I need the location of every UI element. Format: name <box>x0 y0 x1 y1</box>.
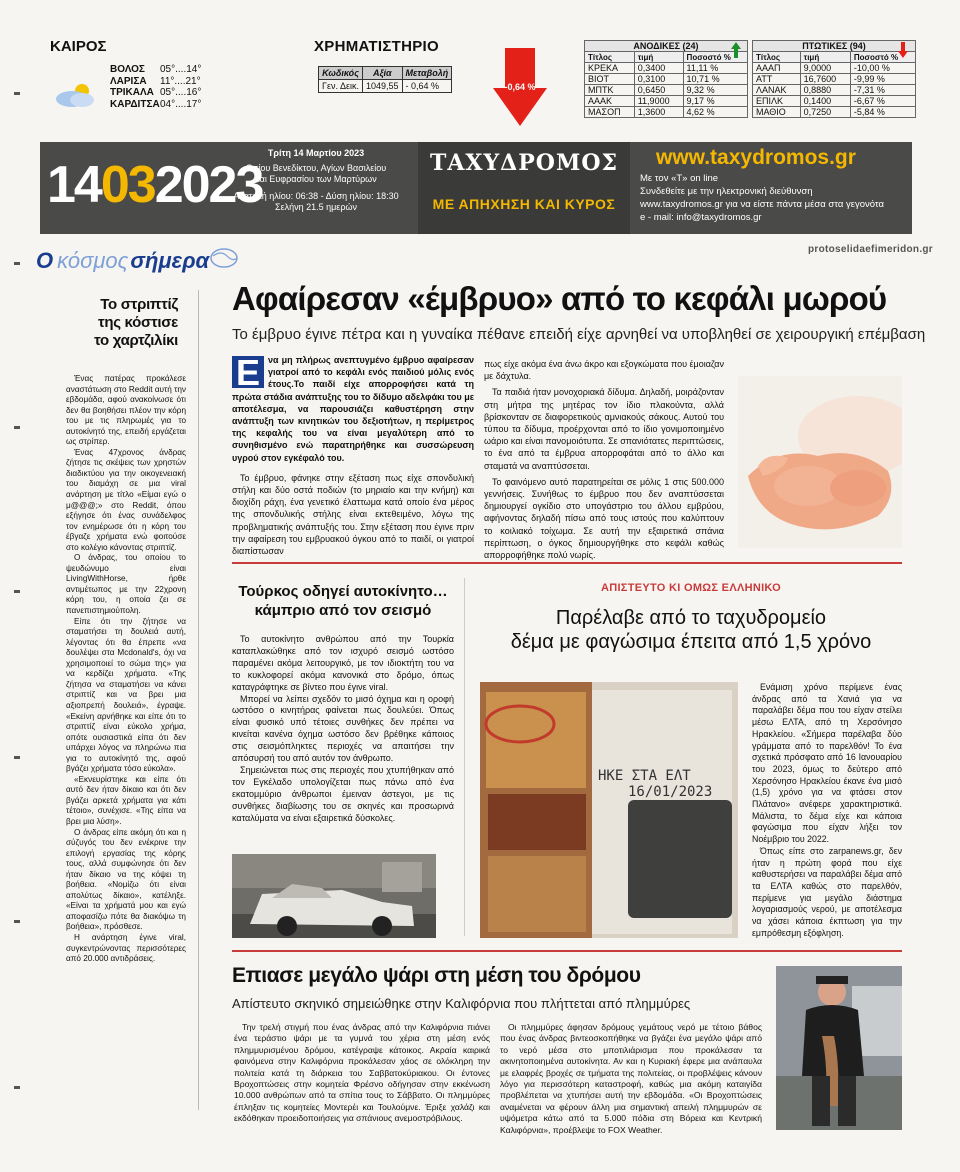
ticker: ΜΠΤΚ <box>585 85 635 96</box>
losers-table <box>752 40 916 118</box>
gainers-title: ΑΝΟΔΙΚΕΣ (24) <box>585 41 748 52</box>
title-line: Τούρκος οδηγεί αυτοκίνητο… <box>238 583 448 600</box>
weather-city: ΛΑΡΙΣΑ <box>110 75 147 87</box>
weather-temp: 04°....17° <box>160 98 202 110</box>
main-story-col1 <box>232 354 474 557</box>
ticker: ΜΑΣΟΠ <box>585 107 635 118</box>
price: 1,3600 <box>634 107 683 118</box>
drop-cap: Ε <box>232 356 264 388</box>
parcel-kicker: ΑΠΙΣΤΕΥΤΟ ΚΙ ΟΜΩΣ ΕΛΛΗΝΙΚΟ <box>600 582 782 594</box>
title-line: κάμπριο από τον σεισμό <box>254 602 432 619</box>
table-header: Τίτλος <box>753 52 801 63</box>
section-logo-kosmos: κόσμος <box>57 248 129 273</box>
paragraph: «Εκνευρίστηκε και είπε ότι αυτό δεν ήταν δίκαιο και ότι δεν βγάζει αρκετά χρήματα για κάτι τέτοιο», συνέχισε. «Της είπα να βρει μια λύση». <box>66 774 186 826</box>
weather-list <box>110 64 230 110</box>
table-header: Ποσοστό % <box>683 52 747 63</box>
price: 0,6450 <box>634 85 683 96</box>
paragraph: Η ανάρτηση έγινε viral, συγκεντρώνοντας περισσότερες από 20.000 αντιδράσεις. <box>66 932 186 964</box>
table-row <box>753 107 916 118</box>
email-line[interactable]: e - mail: info@taxydromos.gr <box>640 212 762 223</box>
weather-row <box>110 76 230 88</box>
table-header: Ποσοστό % <box>850 52 915 63</box>
arrow-up-icon <box>731 42 741 58</box>
column-divider <box>198 290 199 1110</box>
price: 16,7600 <box>800 74 850 85</box>
paragraph: Είπε ότι την ζήτησε να σταματήσει τη δουλειά αυτή, λέγοντας ότι θα έπρεπε «να δουλέψει στα Mcdonald's, όχι να χρησιμοποιεί το σώμα της» για να κερδίζει χρήματα. «Της ζήτησα να σταματήσει να κάνει στριπτίζ και να βρει μια αξιοπρεπή δουλειά», έγραψε. «Εκείνη αρνήθηκε και είπε ότι το στριπτίζ είναι εύκολο χρήμα, οπότε ουσιαστικά είπα ότι δεν υπάρχει λόγος να πληρώνω πια για το αυτοκίνητό της, αφού βγάζει χρήματα τόσο εύκολα». <box>66 616 186 774</box>
lead-paragraph <box>232 354 474 464</box>
parcel-headline <box>476 606 906 654</box>
paragraph: Οι πλημμύρες άφησαν δρόμους γεμάτους νερό με τέτοιο βάθος που ένας άνδρας βιντεοσκοπήθηκε να βγάζει ένα μεγάλο ψάρι από το νερό μέσα στο μποτιλιάρισμα που προκάλεσαν τα ακινητοποιημένα αυτοκίνητα. Αν και η Κυριακή έφερε μια ανάπαυλα με ελαφρές βροχές σε τμήματα της πολιτείας, οι προβλέψεις κάνουν λόγο για περισσότερη καταστροφή, καθώς μια ακόμη καταιγίδα προβλέπεται να χτυπήσει αυτή την εβδομάδα. «Οι Βροχοπτώσεις αναμένεται να φέρουν άλλη μια σημαντική απειλή πλημμυρών σε υψόμετρα κάτω από τα 5.000 πόδια στη Βόρεια και Κεντρική Καλιφόρνια», προέβλεψε το FOX Weather. <box>500 1022 762 1135</box>
globe-icon <box>209 246 239 268</box>
section-rule <box>232 562 902 564</box>
stamp-text: ΗΚΕ ΣΤΑ ΕΛΤ <box>598 768 691 784</box>
table-row <box>585 63 748 74</box>
paragraph: Το φαινόμενο αυτό παρατηρείται σε μόλις 1 στις 500.000 γεννήσεις. Συνήθως το έμβρυο που δεν αναπτύσσεται δημιουργεί ογκίδιο στο υπογάστριο του άλλου εμβρύου, αφήνοντας δηλαδή πίσω από τους ιστούς που καλύπτουν το κοιλιακό τοίχωμα. Σε αυτή την εξαιρετικά σπάνια περίπτωση, ο όγκος δημιουργήθηκε στο κεφάλι καθώς απορροφήθηκε πολύ νωρίς. <box>484 476 724 561</box>
margin-mark <box>14 92 20 95</box>
fish-subheadline: Απίστευτο σκηνικό σημειώθηκε στην Καλιφόρνια που πλήττεται από πλημμύρες <box>232 996 691 1011</box>
title-line: της κόστισε <box>97 314 178 331</box>
percent: -7,31 % <box>850 85 915 96</box>
paragraph: Ο άνδρας είπε ακόμη ότι και η σύζυγός του δεν ενέκρινε την επιλογή εργασίας της κόρης τους, αλλά συμφώνησε ότι δεν ήταν δίκαιο να της κόψει τη βοήθεια. «Νομίζω ότι είναι απολύτως δίκαιο», κατέληξε. «Είναι τα χρήματά μου και εγώ αποφασίζω πότε θα διακόψω τη βοήθεια», πρόσθεσε. <box>66 827 186 932</box>
stock-header: Κωδικός <box>319 67 363 80</box>
online-line: Με τον «Τ» on line <box>640 173 719 184</box>
newspaper-logo <box>418 142 630 234</box>
weekday: Τρίτη 14 Μαρτίου 2023 <box>267 148 365 158</box>
percent: 4,62 % <box>683 107 747 118</box>
online-line: www.taxydromos.gr για να είστε πάντα μέσα στα γεγονότα <box>640 199 884 210</box>
stock-cell: - 0,64 % <box>402 80 452 93</box>
price: 0,1400 <box>800 96 850 107</box>
margin-mark <box>14 756 20 759</box>
paragraph: Σημειώνεται πως στις περιοχές που χτυπήθηκαν από τον Εγκέλαδο υπολογίζεται πως πάνω από ένα εκατομμύριο άνθρωποι έμειναν άστεγοι, με τις συνθήκες διαβίωσης του σε σκηνές και προσωρινά καταλύματα να είναι εξαιρετικά δύσκολες. <box>232 764 454 823</box>
table-row <box>753 63 916 74</box>
saints-line: Οσίου Βενεδίκτου, Αγίων Βασιλείου <box>245 163 387 173</box>
ticker: ΜΑΘΙΟ <box>753 107 801 118</box>
table-row <box>585 107 748 118</box>
table-row <box>585 85 748 96</box>
table-header: Τίτλος <box>585 52 635 63</box>
newspaper-slogan: ΜΕ ΑΠΗΧΗΣΗ ΚΑΙ ΚΥΡΟΣ <box>432 196 616 212</box>
table-row <box>585 96 748 107</box>
section-rule <box>232 950 902 952</box>
stock-title: ΧΡΗΜΑΤΙΣΤΗΡΙΟ <box>314 38 439 55</box>
price: 0,7250 <box>800 107 850 118</box>
percent: -6,67 % <box>850 96 915 107</box>
date-day: 14 <box>47 156 101 214</box>
saints-line: και Ευφρασίου των Μαρτύρων <box>255 174 377 184</box>
column-divider <box>464 578 465 936</box>
price: 0,8880 <box>800 85 850 96</box>
masthead-info <box>222 148 410 213</box>
table-row <box>753 85 916 96</box>
ticker: ΛΑΝΑΚ <box>753 85 801 96</box>
paragraph: Ένας πατέρας προκάλεσε αναστάτωση στο Reddit αυτή την εβδομάδα, αφού ανακοίνωσε ότι δεν θα βοηθήσει πλέον την κόρη του με τις πληρωμές για το αυτοκίνητό της, επειδή εργάζεται ως στρίπερ. <box>66 374 186 447</box>
gainers-table <box>584 40 748 118</box>
price: 0,3400 <box>634 63 683 74</box>
website-url[interactable]: www.taxydromos.gr <box>656 146 856 169</box>
title-line: Παρέλαβε από το ταχυδρομείο <box>555 607 827 629</box>
margin-mark <box>14 426 20 429</box>
fish-story-col2 <box>500 1022 762 1136</box>
paragraph: Ο άνδρας, του οποίου το ψευδώνυμο είναι LivingWithHorse, ήρθε αντιμέτωπος με την 22χρονη κόρη του, η οποία ζει σε πανεπιστημιούπολη. <box>66 553 186 616</box>
table-row <box>585 74 748 85</box>
weather-city: ΒΟΛΟΣ <box>110 64 145 75</box>
weather-row <box>110 64 230 76</box>
table-row <box>753 96 916 107</box>
paragraph: πως είχε ακόμα ένα άνω άκρο και εξογκώματα που έμοιαζαν με δάχτυλα. <box>484 359 724 382</box>
lead-text: να μη πλήρως ανεπτυγμένο έμβρυο αφαίρεσαν γιατροί από το κεφάλι ενός παιδιού μόλις ενός έτους.Το παιδί είχε απορροφήσει κατά τη πρώτα στάδια ανάπτυξης του το δίδυμο αδελφάκι του με αποτέλεσμα, να παρουσιάζει καθυστέρηση στην ανάπτυξη των κινητικών του δεξιοτήτων, η περίμετρος της κεφαλής του να είναι μεγαλύτερη από το συνηθισμένο ενώ παρατηρήθηκε και συσσώρευση υγρού στον εγκέφαλό του. <box>232 355 474 463</box>
parcel-story-body <box>752 682 902 939</box>
weather-city: ΚΑΡΔΙΤΣΑ <box>110 98 160 110</box>
price: 11,9000 <box>634 96 683 107</box>
ticker: ΑΤΤ <box>753 74 801 85</box>
ticker: ΒΙΟΤ <box>585 74 635 85</box>
price: 9,0000 <box>800 63 850 74</box>
title-line: δέμα με φαγώσιμα έπειτα από 1,5 χρόνο <box>510 631 872 653</box>
ticker: ΑΑΑΠ <box>753 63 801 74</box>
fish-story-col1 <box>234 1022 490 1125</box>
weather-temp: 05°....16° <box>160 87 202 98</box>
masthead-online <box>640 172 884 224</box>
ticker: ΚΡΕΚΑ <box>585 63 635 74</box>
stock-header: Μεταβολή <box>402 67 452 80</box>
paragraph: Το έμβρυο, φάνηκε στην εξέταση πως είχε σπονδυλική στήλη και δύο οστά ποδιών (το μηριαίο και την κνήμη) και διοχίδη ράχη, ένα γενετικό έλαττωμα κατά οποίο ένα μέρος της σπονδυλικής στήλης είναι εκτεθειμένο, λόγω της προβληματικής ανάπτυξής του. Στην εξέταση που έγινε πριν την αφαίρεση του εμβρυακού όγκου από το παιδί, οι γιατροί διαπίστωσαν <box>232 472 474 557</box>
section-logo-simera: σήμερα <box>130 248 210 273</box>
table-row <box>753 74 916 85</box>
paragraph: Όπως είπε στο zarpanews.gr, δεν ήταν η πρώτη φορά που είχε καθυστερήσει να παραλάβει δέμα από τα ΕΛΤΑ καθώς στο παρελθόν, περίμενε για μεγάλο διάστημα λογαριασμούς νερού, με αποτέλεσμα να χάσει κάποια έκπτωση για την εμπρόθεσμη εξόφληση. <box>752 845 902 938</box>
newspaper-name: ΤΑΧΥΔΡΟΜΟΣ <box>429 150 619 176</box>
left-story-body <box>66 374 186 965</box>
title-line: Το στριπτίζ <box>100 296 178 313</box>
percent: -10,00 % <box>850 63 915 74</box>
man-with-fish-photo <box>776 966 902 1130</box>
table-header: τιμή <box>634 52 683 63</box>
ticker: ΑΑΑΚ <box>585 96 635 107</box>
percent: 11,11 % <box>683 63 747 74</box>
percent: 9,32 % <box>683 85 747 96</box>
stock-cell: 1049,55 <box>363 80 403 93</box>
weather-temp: 05°....14° <box>160 64 202 75</box>
weather-row <box>110 99 230 111</box>
online-line: Συνδεθείτε με την ηλεκτρονική διεύθυνση <box>640 186 813 197</box>
weather-row <box>110 87 230 99</box>
date-month: 03 <box>100 156 155 214</box>
baby-hand-photo <box>738 376 902 548</box>
paragraph: Ενάμιση χρόνο περίμενε ένας άνδρας από τα Χανιά για να παραλάβει δέμα που του είχαν στείλει μέσω ΕΛΤΑ, από τη Χερσόνησο Ηρακλείου. «Σήμερα παρέλαβα δύο γράμματα από το παρελθόν! Το ένα σχετικά πρόσφατο από 16 Ιανουαρίου του 2023, όμως το δεύτερο από Χερσόνησο Ηρακλείου έκανε ένα μισό (1,5) χρόνο για να φτάσει στον Πλάτανο» ανέφερε χαρακτηριστικά. Μάλιστα, το δέμα είχε και κάποια φαγώσιμα που είχαν λήξει τον Νοέμβριο του 2022. <box>752 682 902 845</box>
date-year: 2023 <box>154 156 263 214</box>
section-logo-o: Ο <box>36 248 54 273</box>
stock-header: Αξία <box>363 67 403 80</box>
paragraph: Την τρελή στιγμή που ένας άνδρας από την Καλιφόρνια πιάνει ένα τεράστιο ψάρι με τα γυμνά του χέρια στη μέση ενός πλημμυρισμένου δρόμου, κατέγραψε κάτοικος. Ακραία καιρικά φαινόμενα στην Καλιφόρνια προκάλεσαν χάος σε ολόκληρη την πολιτεία κατά τη διάρκεια του Σαββατοκύριακου. Οι έντονες Βροχοπτώσεις στην κομητεία Φρέσνο οδήγησαν στην εκκένωση 10.000 ανθρώπων από τα σπίτια τους το Σάββατο. Οι πλημμύρες έπληξαν τις κομητείες Μοντερέι και Τουλούμνε. Έριξε χαλάζι και εκδόθηκαν προειδοποιήσεις για σπάνιους ανεμοστρόβιλους. <box>234 1022 490 1124</box>
main-story-col2 <box>484 358 724 561</box>
margin-mark <box>14 590 20 593</box>
percent: -5,84 % <box>850 107 915 118</box>
turkey-headline <box>232 582 454 620</box>
percent: -9,99 % <box>850 74 915 85</box>
main-headline: Αφαίρεσαν «έμβρυο» από το κεφάλι μωρού <box>232 280 887 317</box>
fish-headline: Επιασε μεγάλο ψάρι στη μέση του δρόμου <box>232 964 641 987</box>
index-change-label: -0,64 % <box>504 82 536 92</box>
stock-cell: Γεν. Δεικ. <box>319 80 363 93</box>
paragraph: Μπορεί να λείπει σχεδόν το μισό όχημα και η οροφή ωστόσο ο κινητήρας φαίνεται πως δουλεύει. Όπως είναι φυσικό υπό τέτοιες συνθήκες δεν πρέπει να κινείται κανένα όχημα ωστόσο δεν βρέθηκε κάποιος στις σεισμόπληκτες περιοχές να απαιτήσει την απόσυρσή του από αυτόν τον άνθρωπο. <box>232 693 454 764</box>
arrow-down-small-icon <box>898 42 908 58</box>
section-logo <box>36 246 239 276</box>
percent: 9,17 % <box>683 96 747 107</box>
ticker: ΕΠΙΛΚ <box>753 96 801 107</box>
moon-phase: Σελήνη 21.5 ημερών <box>275 202 357 212</box>
turkey-story-body <box>232 634 454 825</box>
margin-mark <box>14 1086 20 1089</box>
damaged-car-photo <box>232 854 436 938</box>
paragraph: Τα παιδιά ήταν μονοχοριακά δίδυμα. Δηλαδή, μοιράζονταν στη μήτρα της μητέρας τον ίδιο πλακούντα, αλλά βρίσκονταν σε διαφορετικούς αμνιακούς σάκους. Αυτού του τύπου τα δίδυμα, προέρχονται από το ίδιο γονιμοποιημένο ωάριο και είναι πανομοιότυπα. Σε σπανιότατες περιπτώσεις, το ένα από τα έμβρυα απορροφάται από το άλλο και σταματά να αναπτύσσεται. <box>484 387 724 471</box>
weather-temp: 11°....21° <box>160 75 201 87</box>
left-story-title <box>58 296 178 350</box>
weather-title: ΚΑΙΡΟΣ <box>50 38 107 55</box>
table-header: τιμή <box>800 52 850 63</box>
title-line: το χαρτζιλίκι <box>94 332 178 349</box>
stamp-date: 16/01/2023 <box>628 784 713 800</box>
percent: 10,71 % <box>683 74 747 85</box>
paragraph: Ένας 47χρονος άνδρας ζήτησε τις σκέψεις των χρηστών διαδικτύου για την οικογενειακή του διαμάχη σε μια viral ανάρτηση με τίτλο «Είμαι εγώ ο μ@@@;» στο Reddit, όπου εξήγησε ότι ένας συνάδελφος τον ενημέρωσε ότι η κόρη του έβγαζε χρήματα ενώ φοιτούσε στο κολέγιο κάνοντας στριπτίζ. <box>66 447 186 552</box>
parcel-envelope-photo <box>480 682 738 938</box>
margin-mark <box>14 262 20 265</box>
sun-times: Ανατολή ηλίου: 06:38 - Δύση ηλίου: 18:30 <box>233 191 399 201</box>
main-subheadline: Το έμβρυο έγινε πέτρα και η γυναίκα πέθανε επειδή είχε αρνηθεί να υποβληθεί σε χειρουργική επέμβαση <box>232 326 926 343</box>
stock-index-table <box>318 66 452 93</box>
source-watermark: protoselidaefimeridon.gr <box>808 244 933 255</box>
margin-mark <box>14 920 20 923</box>
paragraph: Το αυτοκίνητο ανθρώπου από την Τουρκία καταπλακώθηκε από τον ισχυρό σεισμό ωστόσο παραμένει ακόμα λειτουργικό, με τον ιδιοκτήτη του να το κυκλοφορεί ακόμα κανονικά στο δρόμο, όπως καταγράφτηκε σε βίντεο που έγινε viral. <box>232 634 454 692</box>
cloud-sun-icon <box>52 82 98 108</box>
price: 0,3100 <box>634 74 683 85</box>
weather-city: ΤΡΙΚΑΛΑ <box>110 87 154 98</box>
losers-title: ΠΤΩΤΙΚΕΣ (94) <box>753 41 916 52</box>
